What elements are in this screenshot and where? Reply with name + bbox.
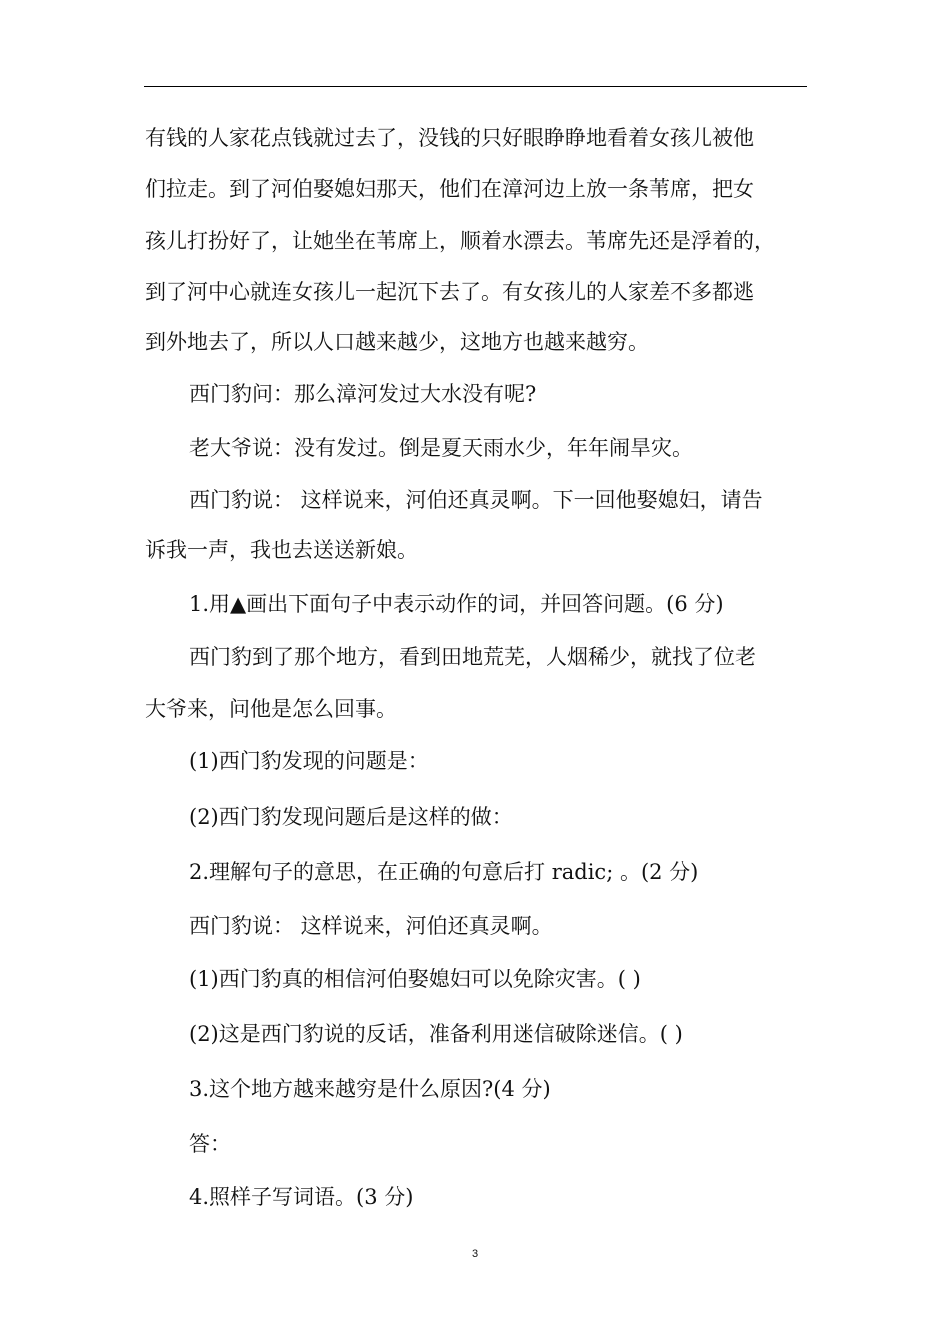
question-1-sub-1: (1)西门豹发现的问题是：: [189, 749, 429, 773]
dialog-line: 诉我一声，我也去送送新娘。: [145, 538, 418, 562]
story-line: 孩儿打扮好了，让她坐在苇席上，顺着水漂去。苇席先还是浮着的，: [145, 229, 775, 253]
question-4-prompt: 4.照样子写词语。(3 分): [189, 1185, 414, 1209]
dialog-line: 老大爷说：没有发过。倒是夏天雨水少，年年闹旱灾。: [189, 436, 693, 460]
story-line: 到外地去了，所以人口越来越少，这地方也越来越穷。: [145, 330, 649, 354]
header-rule: [144, 86, 807, 87]
question-1-sentence: 大爷来，问他是怎么回事。: [145, 697, 397, 721]
dialog-line: 西门豹问：那么漳河发过大水没有呢?: [189, 382, 537, 406]
story-line: 到了河中心就连女孩儿一起沉下去了。有女孩儿的人家差不多都逃: [145, 280, 754, 304]
question-1-prompt: 1.用▲画出下面句子中表示动作的词，并回答问题。(6 分): [189, 592, 724, 616]
story-line: 有钱的人家花点钱就过去了，没钱的只好眼睁睁地看着女孩儿被他: [145, 126, 754, 150]
question-2-prompt: 2.理解句子的意思，在正确的句意后打 radic; 。(2 分): [189, 860, 699, 884]
page-number: 3: [471, 1248, 479, 1260]
question-1-sentence: 西门豹到了那个地方，看到田地荒芜，人烟稀少，就找了位老: [189, 645, 756, 669]
story-line: 们拉走。到了河伯娶媳妇那天，他们在漳河边上放一条苇席，把女: [145, 177, 754, 201]
question-3-answer-label: 答：: [189, 1132, 231, 1156]
dialog-line: 西门豹说： 这样说来，河伯还真灵啊。下一回他娶媳妇，请告: [189, 488, 763, 512]
question-1-sub-2: (2)西门豹发现问题后是这样的做：: [189, 805, 513, 829]
question-2-option-1: (1)西门豹真的相信河伯娶媳妇可以免除灾害。( ): [189, 967, 641, 991]
question-3-prompt: 3.这个地方越来越穷是什么原因?(4 分): [189, 1077, 551, 1101]
question-2-sentence: 西门豹说： 这样说来，河伯还真灵啊。: [189, 914, 553, 938]
question-2-option-2: (2)这是西门豹说的反话，准备利用迷信破除迷信。( ): [189, 1022, 683, 1046]
